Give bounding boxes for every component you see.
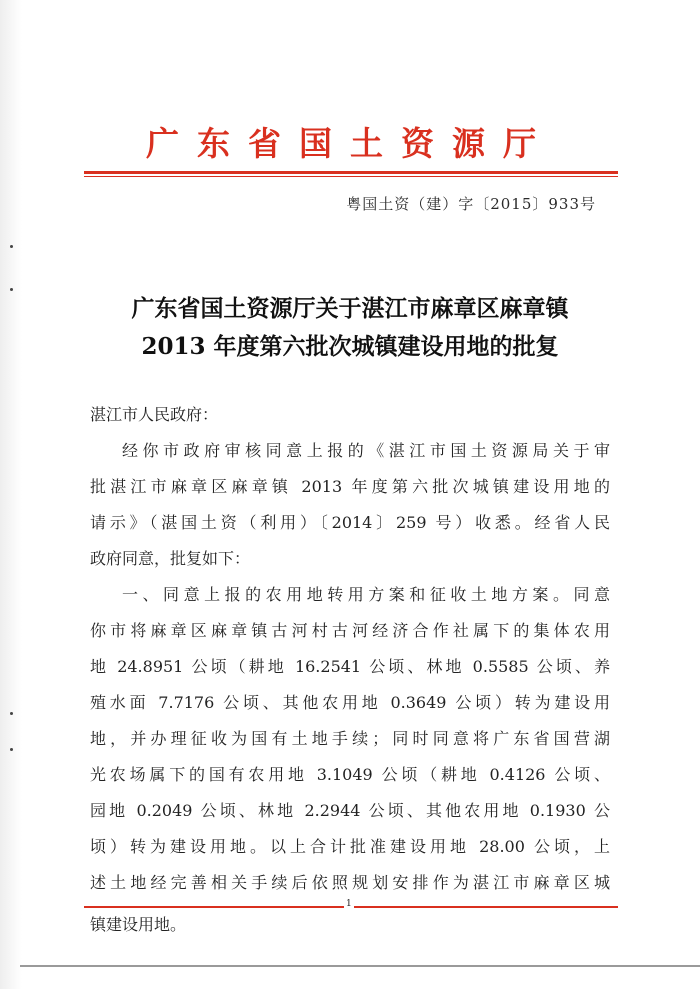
- body-line: 政府同意，批复如下：: [90, 549, 251, 568]
- body-line: 请示》（湛国土资（利用）〔2014〕259 号）收悉。经省人民: [90, 513, 610, 532]
- body-line: 地 24.8951 公顷（耕地 16.2541 公顷、林地 0.5585 公顷、养: [90, 657, 610, 676]
- issuing-organization: 广东省国土资源厅: [146, 124, 554, 163]
- body-line: 批湛江市麻章区麻章镇 2013 年度第六批次城镇建设用地的: [90, 477, 610, 496]
- body-line: 镇建设用地。: [90, 915, 187, 934]
- document-title-line-2: 2013 年度第六批次城镇建设用地的批复: [141, 333, 559, 360]
- body-line: 顷）转为建设用地。以上合计批准建设用地 28.00 公顷，上: [90, 837, 610, 856]
- margin-mark: [10, 245, 13, 248]
- body-line: 经你市政府审核同意上报的《湛江市国土资源局关于审: [122, 441, 610, 460]
- margin-mark: [10, 748, 13, 751]
- body-line: 园地 0.2049 公顷、林地 2.2944 公顷、其他农用地 0.1930 公: [90, 801, 610, 820]
- body-line: 述土地经完善相关手续后依照规划安排作为湛江市麻章区城: [90, 873, 610, 892]
- body-line: 你市将麻章区麻章镇古河村古河经济合作社属下的集体农用: [90, 621, 610, 640]
- body-line: 地，并办理征收为国有土地手续；同时同意将广东省国营湖: [90, 729, 610, 748]
- scan-artifact-line: [20, 965, 700, 967]
- salutation: 湛江市人民政府：: [90, 405, 219, 424]
- document-number: 粤国土资（建）字〔2015〕933号: [346, 195, 596, 213]
- header-red-rule-thin: [84, 176, 618, 177]
- document-title-line-1: 广东省国土资源厅关于湛江市麻章区麻章镇: [131, 295, 569, 322]
- page-number: 1: [346, 899, 352, 909]
- body-line: 殖水面 7.7176 公顷、其他农用地 0.3649 公顷）转为建设用: [90, 693, 610, 712]
- margin-mark: [10, 712, 13, 715]
- body-line: 一、同意上报的农用地转用方案和征收土地方案。同意: [122, 585, 610, 604]
- header-red-rule: [84, 171, 618, 174]
- body-line: 光农场属下的国有农用地 3.1049 公顷（耕地 0.4126 公顷、: [90, 765, 610, 784]
